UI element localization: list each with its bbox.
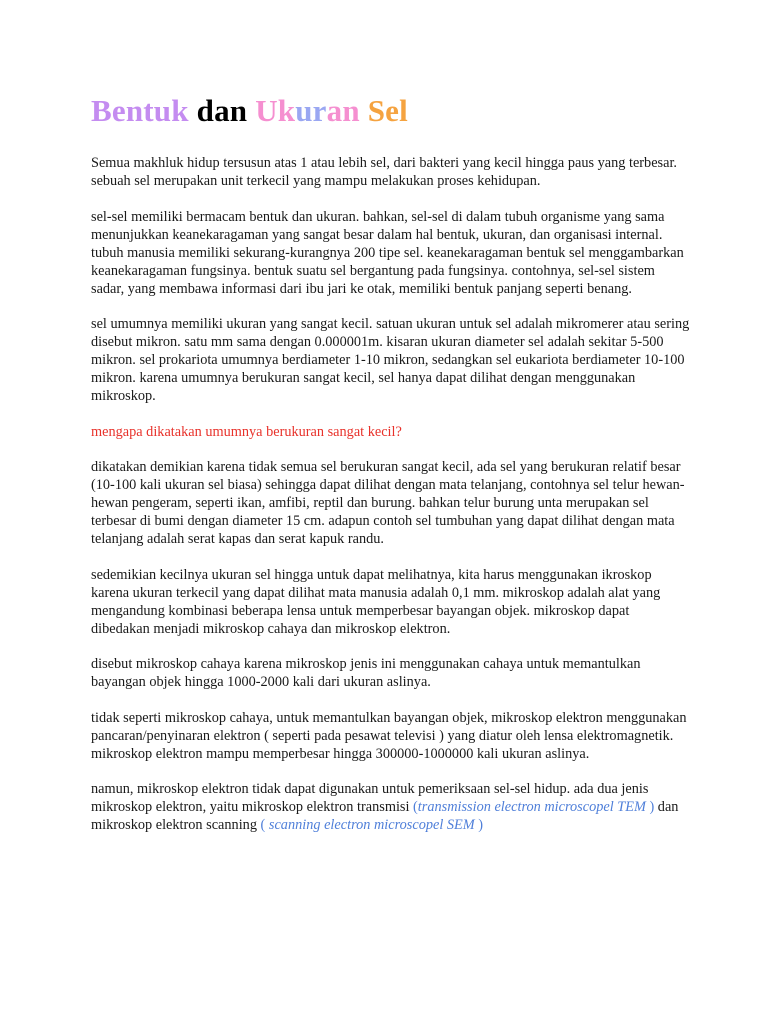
paragraph-light-microscope: disebut mikroskop cahaya karena mikroskop jenis ini menggunakan cahaya untuk memantulkan bayangan objek hingga 1000-2000 kali dari ukuran aslinya.	[91, 656, 641, 690]
tem-open-paren: (	[413, 799, 418, 815]
electron-types-text-2: dan mikroskop elektron scanning	[91, 799, 679, 833]
title-word-bentuk: Bentuk	[91, 93, 189, 128]
tem-close-paren: )	[645, 799, 655, 815]
sem-open-paren: (	[260, 817, 269, 833]
sem-term: scanning electron microscopel SEM	[268, 817, 475, 833]
page-title	[91, 92, 691, 130]
title-word-sel: Sel	[367, 93, 408, 128]
document-page	[91, 92, 691, 852]
paragraph-intro: Semua makhluk hidup tersusun atas 1 atau lebih sel, dari bakteri yang kecil hingga paus yang terbesar. sebuah sel merupakan unit terkecil yang mampu melakukan proses kehidupan.	[91, 155, 678, 189]
paragraph-electron-types	[91, 780, 691, 834]
paragraph-answer: dikatakan demikian karena tidak semua sel berukuran sangat kecil, ada sel yang berukuran relatif besar (10-100 kali ukuran sel biasa) sehingga dapat dilihat dengan mata telanjang, contohnya sel telur hewan-hewan pengeram, seperti ikan, amfibi, reptil dan burung. bahkan telur burung unta merupakan sel terbesar di bumi dengan diameter 15 cm. adapun contoh sel tumbuhan yang dapat dilihat dengan mata telanjang adalah serat kapas dan serat kapuk randu.	[91, 459, 685, 547]
title-word-dan: dan	[196, 93, 248, 128]
tem-term: transmission electron microscopel TEM	[417, 799, 646, 815]
title-word-ukuran-a: Uk	[255, 93, 296, 128]
electron-types-text-1: namun, mikroskop elektron tidak dapat digunakan untuk pemeriksaan sel-sel hidup. ada dua jenis mikroskop elektron, yaitu mikroskop elektron transmisi	[91, 781, 649, 815]
paragraph-microscope: sedemikian kecilnya ukuran sel hingga untuk dapat melihatnya, kita harus menggunakan ikroskop karena ukuran terkecil yang dapat dilihat mata manusia adalah 0,1 mm. mikroskop adalah alat yang mengandung kombinasi beberapa lensa untuk memperbesar bayangan objek. mikroskop dapat dibedakan menjadi mikroskop cahaya dan mikroskop elektron.	[91, 566, 661, 637]
paragraph-size: sel umumnya memiliki ukuran yang sangat kecil. satuan ukuran untuk sel adalah mikromerer atau sering disebut mikron. satu mm sama dengan 0.000001m. kisaran ukuran diameter sel adalah sekitar 5-500 mikron. sel prokariota umumnya berdiameter 1-10 mikron, sedangkan sel eukariota berdiameter 10-100 mikron. karena umumnya berukuran sangat kecil, sel hanya dapat dilihat dengan menggunakan mikroskop.	[91, 316, 690, 404]
paragraph-shapes: sel-sel memiliki bermacam bentuk dan ukuran. bahkan, sel-sel di dalam tubuh organisme yang sama menunjukkan keanekaragaman yang sangat besar dalam hal bentuk, ukuran, dan organisasi internal. tubuh manusia memiliki sekurang-kurangnya 200 tipe sel. keanekaragaman bentuk sel menggambarkan keanekaragaman fungsinya. bentuk suatu sel bergantung pada fungsinya. contohnya, sel-sel sistem sadar, yang membawa informasi dari ibu jari ke otak, memiliki bentuk panjang seperti benang.	[91, 208, 684, 297]
sem-close-paren: )	[474, 817, 484, 833]
question-heading: mengapa dikatakan umumnya berukuran sangat kecil?	[91, 423, 402, 440]
title-word-ukuran-b: ur	[295, 93, 327, 128]
paragraph-electron-microscope: tidak seperti mikroskop cahaya, untuk memantulkan bayangan objek, mikroskop elektron menggunakan pancaran/penyinaran elektron ( seperti pada pesawat televisi ) yang diatur oleh lensa elektromagnetik. mikroskop elektron mampu memperbesar hingga 300000-1000000 kali ukuran aslinya.	[91, 709, 687, 762]
title-word-ukuran-c: an	[326, 93, 360, 128]
